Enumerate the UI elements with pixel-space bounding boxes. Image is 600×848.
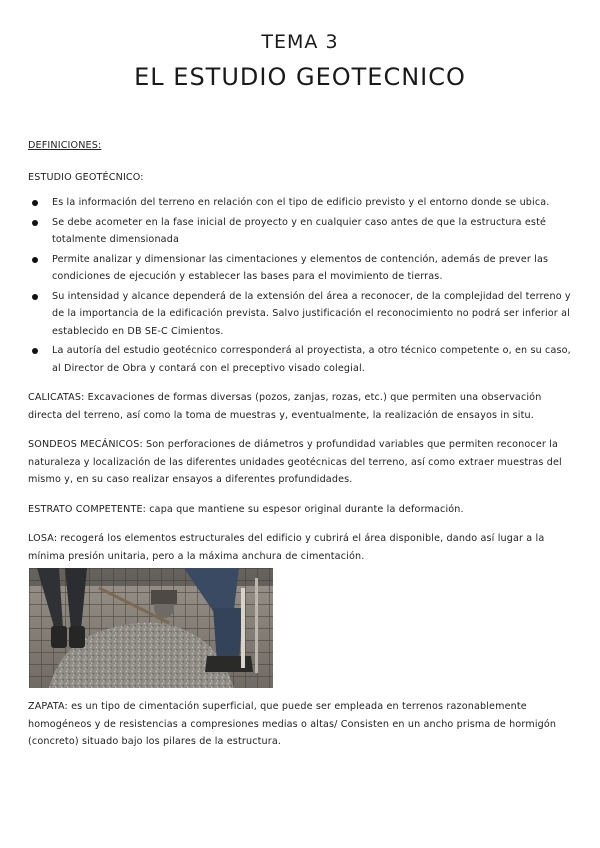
calicatas-paragraph: CALICATAS: Excavaciones de formas diversas (pozos, zanjas, rozas, etc.) que permiten una observación directa del terreno, así como la toma de muestras y, eventualmente, la realización de ensayos in situ. bbox=[28, 392, 542, 421]
bullet-icon bbox=[32, 294, 38, 300]
bullet-icon bbox=[32, 257, 38, 263]
main-content bbox=[28, 137, 576, 565]
list-item bbox=[28, 214, 576, 249]
list-item-text: Se debe acometer en la fase inicial de proyecto y en cualquier caso antes de que la estructura esté totalmente dimensionada bbox=[52, 216, 547, 245]
post-photo-content bbox=[28, 698, 576, 751]
list-item-text: Es la información del terreno en relación con el tipo de edificio previsto y el entorno donde se ubica. bbox=[52, 197, 550, 208]
list-item bbox=[28, 288, 576, 341]
list-item-text: Su intensidad y alcance dependerá de la extensión del área a reconocer, de la complejidad del terreno y de la importancia de la edificación prevista. Salvo justificación el reconocimiento no podrá ser inferior al establecido en DB SE-C Cimientos. bbox=[52, 290, 571, 337]
chapter-number: TEMA 3 bbox=[261, 31, 339, 53]
list-item bbox=[28, 251, 576, 286]
estudio-geotecnico-subheading: ESTUDIO GEOTÉCNICO: bbox=[28, 171, 144, 183]
page-title: EL ESTUDIO GEOTECNICO bbox=[134, 63, 466, 91]
list-item-text: La autoría del estudio geotécnico corresponderá al proyectista, a otro técnico competente o, en su caso, al Director de Obra y contará con el preceptivo visado colegial. bbox=[52, 345, 571, 374]
estrato-paragraph: ESTRATO COMPETENTE: capa que mantiene su espesor original durante la deformación. bbox=[28, 503, 464, 515]
bullet-icon bbox=[32, 200, 38, 206]
definiciones-heading: DEFINICIONES: bbox=[28, 140, 102, 151]
sondeos-paragraph: SONDEOS MECÁNICOS: Son perforaciones de diámetros y profundidad variables que permiten reconocer la naturaleza y localización de las diferentes unidades geotécnicas del terreno, así como extraer muestras del mismo y, en su caso realizar ensayos a diferentes profundidades. bbox=[28, 439, 562, 485]
list-item-text: Permite analizar y dimensionar las cimentaciones y elementos de contención, además de prever las condiciones de ejecución y establecer las bases para el movimiento de tierras. bbox=[52, 253, 549, 282]
zapata-paragraph: ZAPATA: es un tipo de cimentación superficial, que puede ser empleada en terrenos razonablemente homogéneos y de resistencias a compresiones medias o altas/ Consisten en un ancho prisma de hormigón (concreto) situado bajo los pilares de la estructura. bbox=[28, 701, 557, 747]
losa-paragraph: LOSA: recogerá los elementos estructurales del edificio y cubrirá el área disponible, dando así lugar a la mínima presión unitaria, pero a la máxima anchura de cimentación. bbox=[28, 533, 545, 562]
bullet-icon bbox=[32, 348, 38, 354]
concrete-slab-photo bbox=[29, 568, 273, 688]
list-item bbox=[28, 342, 576, 377]
list-item bbox=[28, 194, 576, 212]
bullet-list bbox=[28, 194, 576, 377]
bullet-icon bbox=[32, 220, 38, 226]
header bbox=[0, 30, 600, 92]
